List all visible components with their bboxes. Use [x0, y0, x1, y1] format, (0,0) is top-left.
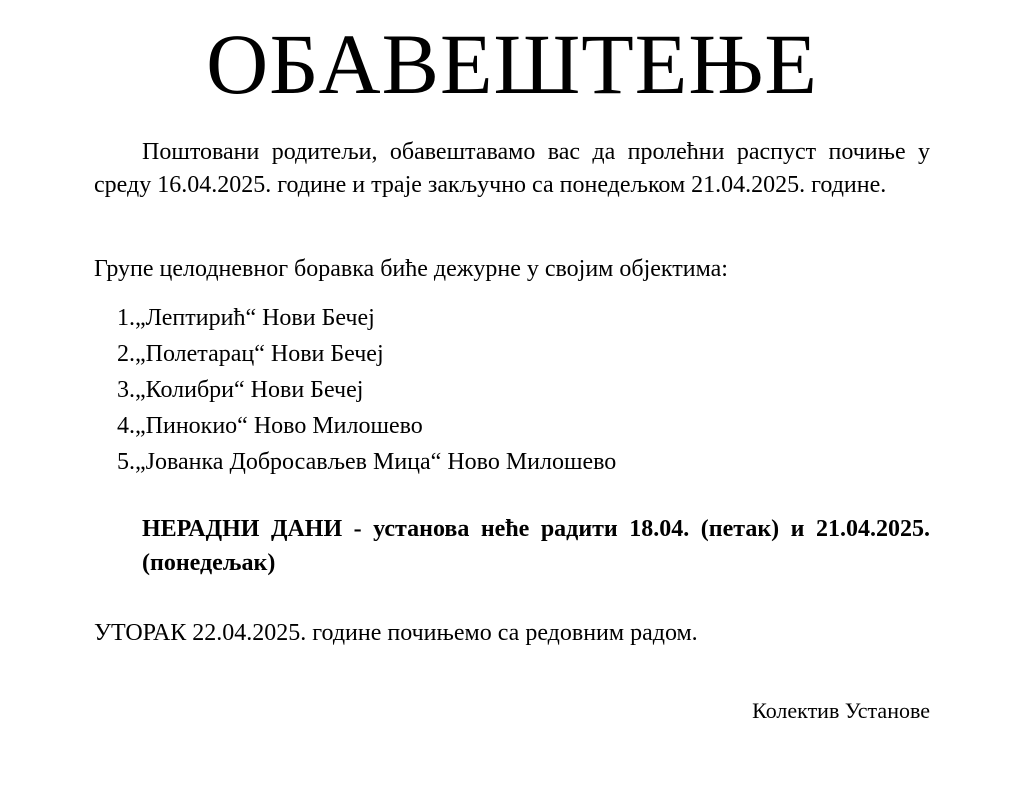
resume-work-notice: УТОРАК 22.04.2025. године почињемо са редовним радом.	[94, 620, 698, 646]
list-item: 2.„Полетарац“ Нови Бечеј	[117, 341, 384, 367]
groups-heading: Групе целодневног боравка биће дежурне у својим објектима:	[94, 256, 728, 282]
nonworking-days-notice: НЕРАДНИ ДАНИ - установа неће радити 18.04. (петак) и 21.04.2025. (понедељак)	[142, 516, 930, 576]
list-item: 3.„Колибри“ Нови Бечеј	[117, 377, 364, 403]
notice-title: ОБАВЕШТЕЊЕ	[206, 16, 818, 112]
list-item: 4.„Пинокио“ Ново Милошево	[117, 413, 423, 439]
groups-list	[117, 300, 917, 480]
intro-paragraph: Поштовани родитељи, обавештавамо вас да пролећни распуст почиње у среду 16.04.2025. године и траје закључно са понедељком 21.04.2025. године.	[94, 139, 930, 198]
signature: Колектив Установе	[752, 698, 930, 723]
list-item: 5.„Јованка Добросављев Мица“ Ново Милошево	[117, 449, 617, 475]
list-item: 1.„Лептирић“ Нови Бечеј	[117, 305, 375, 331]
